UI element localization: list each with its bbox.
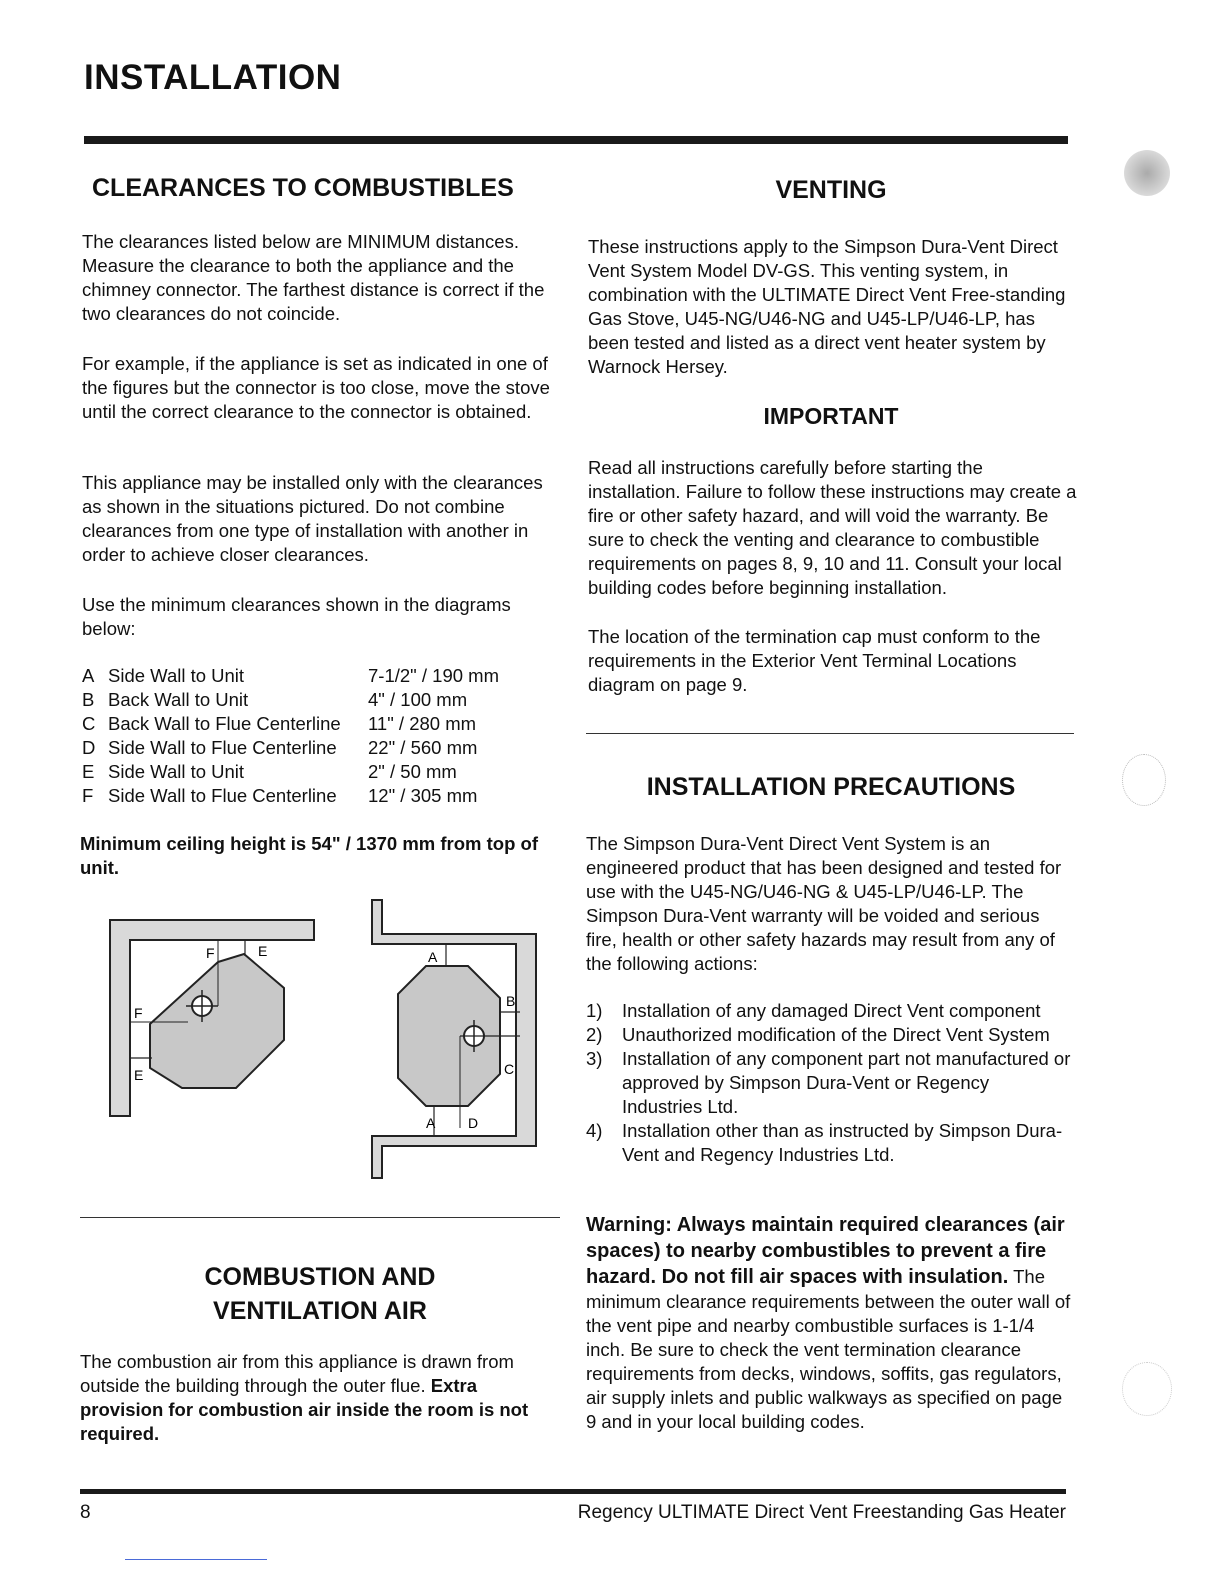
section-divider (80, 1217, 560, 1218)
page-title: INSTALLATION (84, 58, 342, 97)
list-item-text: Installation of any component part not manufactured or approved by Simpson Dura-Vent or Regency Industries Ltd. (622, 1048, 1071, 1117)
clearances-para-2: For example, if the appliance is set as indicated in one of the figures but the connector is too close, move the stove until the correct clearance to the connector is obtained. (82, 353, 550, 422)
combustion-bold-note: Extra provision for combustion air inside the room is not required. (80, 1375, 529, 1444)
important-text-1: Read all instructions carefully before starting the installation. Failure to follow these instructions may create a fire or other safety hazard, and will void the warranty. Be sure to check the venting and clearance to combustible requirements on pages 8, 9, 10 and 11. Consult your local building codes before beginning installation. (588, 457, 1077, 598)
label-a-bottom: A (426, 1115, 436, 1131)
row-letter: C (82, 713, 96, 734)
combustion-heading-line-1: COMBUSTION AND (204, 1263, 436, 1291)
clearances-para-4: Use the minimum clearances shown in the diagrams below: (82, 594, 511, 639)
row-value: 2" / 50 mm (368, 761, 457, 782)
row-letter: D (82, 737, 96, 758)
row-label: Side Wall to Unit (108, 665, 245, 686)
list-item-number: 1) (586, 1000, 603, 1021)
label-b: B (506, 993, 516, 1009)
list-item-text: Installation other than as instructed by Simpson Dura-Vent and Regency Industries Ltd. (622, 1120, 1063, 1165)
list-item (586, 1119, 1074, 1167)
alcove-clearance-diagram (368, 896, 540, 1180)
row-letter: E (82, 761, 95, 782)
combustion-text (80, 1350, 564, 1446)
precautions-list (586, 999, 1074, 1167)
row-value: 22" / 560 mm (368, 737, 478, 758)
important-text-2: The location of the termination cap must conform to the requirements in the Exterior Vent Terminal Locations diagram on page 9. (588, 626, 1041, 695)
ceiling-height-note: Minimum ceiling height is 54" / 1370 mm from top of unit. (80, 833, 538, 878)
list-item-number: 4) (586, 1120, 603, 1141)
combustion-heading-line-2: VENTILATION AIR (213, 1297, 427, 1325)
table-row (82, 760, 499, 784)
combustion-body: The combustion air from this appliance is drawn from outside the building through the outer flue. (80, 1351, 514, 1396)
list-item-text: Unauthorized modification of the Direct Vent System (622, 1024, 1050, 1045)
corner-clearance-diagram (108, 916, 320, 1118)
punch-hole (1122, 754, 1166, 806)
precautions-intro: The Simpson Dura-Vent Direct Vent System is an engineered product that has been designed and tested for use with the U45-NG/U46-NG & U45-LP/U46-LP. The Simpson Dura-Vent warranty will be voided and serious fire, health or other safety hazards may result from any of the following actions: (586, 833, 1062, 974)
label-f-side: F (134, 1005, 143, 1021)
row-letter: A (82, 665, 95, 686)
list-item (586, 1023, 1074, 1047)
label-a-top: A (428, 949, 438, 965)
list-item (586, 1047, 1074, 1119)
label-d: D (468, 1115, 479, 1131)
row-label: Back Wall to Unit (108, 689, 249, 710)
footer-rule (80, 1489, 1066, 1494)
table-row (82, 664, 499, 688)
label-e-side: E (134, 1067, 144, 1083)
row-value: 4" / 100 mm (368, 689, 468, 710)
row-label: Side Wall to Flue Centerline (108, 785, 337, 806)
section-divider (586, 733, 1074, 734)
row-letter: B (82, 689, 95, 710)
row-value: 12" / 305 mm (368, 785, 478, 806)
table-row (82, 736, 499, 760)
precautions-heading: INSTALLATION PRECAUTIONS (646, 773, 1016, 801)
header-rule (84, 136, 1068, 144)
table-row (82, 784, 499, 808)
stove-outline (150, 954, 284, 1088)
table-row (82, 688, 499, 712)
important-heading: IMPORTANT (763, 403, 899, 429)
page-number: 8 (80, 1502, 91, 1523)
clearances-para-3: This appliance may be installed only with the clearances as shown in the situations pictured. Do not combine clearances from one type of installation with another in order to achieve closer clearances. (82, 472, 543, 565)
footer-accent-line (125, 1559, 267, 1560)
list-item-text: Installation of any damaged Direct Vent component (622, 1000, 1041, 1021)
venting-text: These instructions apply to the Simpson Dura-Vent Direct Vent System Model DV-GS. This venting system, in combination with the ULTIMATE Direct Vent Free-standing Gas Stove, U45-NG/U46-NG and U45-LP/U46-LP, has been tested and listed as a direct vent heater system by Warnock Hersey. (588, 236, 1066, 377)
punch-hole (1124, 150, 1170, 196)
label-f-top: F (206, 945, 215, 961)
footer-doc-title: Regency ULTIMATE Direct Vent Freestanding Gas Heater (577, 1502, 1066, 1523)
table-row (82, 712, 499, 736)
clearance-table (82, 664, 499, 808)
row-value: 11" / 280 mm (368, 713, 477, 734)
row-label: Side Wall to Unit (108, 761, 245, 782)
label-e-top: E (258, 943, 268, 959)
row-label: Back Wall to Flue Centerline (108, 713, 341, 734)
punch-hole (1122, 1362, 1172, 1416)
warning-block (586, 1212, 1076, 1434)
list-item-number: 2) (586, 1024, 603, 1045)
combustion-heading (80, 1260, 560, 1328)
list-item-number: 3) (586, 1048, 603, 1069)
row-value: 7-1/2" / 190 mm (368, 665, 499, 686)
clearances-para-1: The clearances listed below are MINIMUM distances. Measure the clearance to both the appliance and the chimney connector. The farthest distance is correct if the two clearances do not coincide. (82, 231, 545, 324)
row-label: Side Wall to Flue Centerline (108, 737, 337, 758)
warning-bold-text: Warning: Always maintain required clearances (air spaces) to nearby combustibles to prevent a fire hazard. Do not fill air spaces with insulation. (586, 1214, 1065, 1288)
list-item (586, 999, 1074, 1023)
venting-heading: VENTING (775, 176, 887, 204)
row-letter: F (82, 785, 94, 806)
label-c: C (504, 1061, 515, 1077)
warning-text: The minimum clearance requirements between the outer wall of the vent pipe and nearby combustible surfaces is 1-1/4 inch. Be sure to check the vent termination clearance requirements from decks, windows, soffits, gas regulators, air supply inlets and public walkways as specified on page 9 and in your local building codes. (586, 1266, 1071, 1432)
clearances-heading: CLEARANCES TO COMBUSTIBLES (92, 174, 514, 202)
